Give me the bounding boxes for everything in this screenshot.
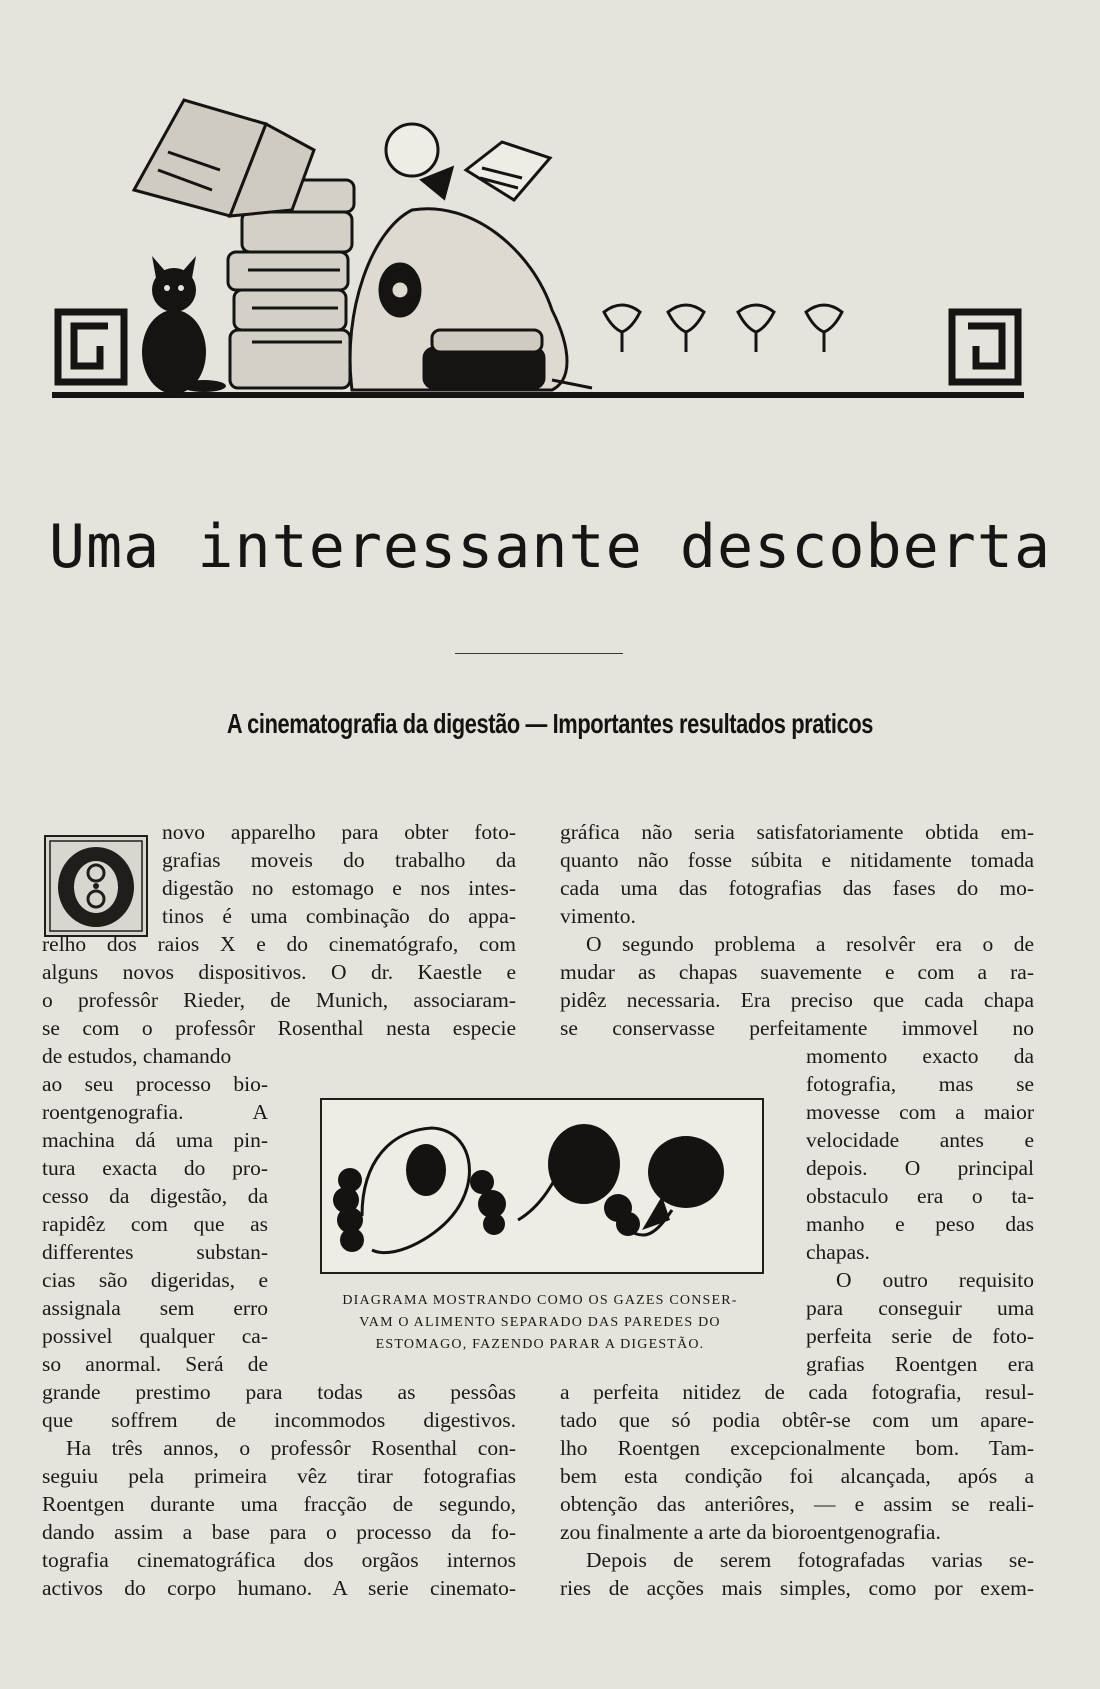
text-line: Ha três annos, o professôr Rosenthal con- (66, 1436, 516, 1460)
text-line: assignala sem erro (42, 1296, 268, 1320)
stomach-diagram (320, 1098, 764, 1274)
text-line: seguiu pela primeira vêz tirar fotografias (42, 1464, 516, 1488)
text-line: ries de acções mais simples, como por exem- (560, 1576, 1034, 1600)
text-line: novo apparelho para obter foto- (162, 820, 516, 844)
text-line: obtenção das anteriôres, — e assim se reali- (560, 1492, 1034, 1516)
text-line: activos do corpo humano. A serie cinemato- (42, 1576, 516, 1600)
text-line: perfeita serie de foto- (806, 1324, 1034, 1348)
text-line: tado que só podia obtêr-se com um apare- (560, 1408, 1034, 1432)
shell-ornament-icon (604, 305, 640, 352)
text-line: de estudos, chamando (42, 1044, 232, 1068)
article-title: Uma interessante descoberta (48, 512, 1052, 582)
text-line: lho Roentgen excepcionalmente bom. Tam- (560, 1436, 1034, 1460)
text-line: se conservasse perfeitamente immovel no (560, 1016, 1034, 1040)
pierrot-figure-icon (350, 124, 592, 390)
text-line: mudar as chapas suavemente e com a ra- (560, 960, 1034, 984)
text-line: possivel qualquer ca- (42, 1324, 268, 1348)
text-line: gráfica não seria satisfatoriamente obtida em- (560, 820, 1034, 844)
text-line: grafias Roentgen era (806, 1352, 1034, 1376)
title-divider (455, 653, 623, 654)
text-line: zou finalmente a arte da bioroentgenografia. (560, 1520, 941, 1544)
text-line: chapas. (806, 1240, 870, 1264)
text-line: differentes substan- (42, 1240, 268, 1264)
text-line: Roentgen durante uma fracção de segundo, (42, 1492, 516, 1516)
text-line: O outro requisito (836, 1268, 1034, 1292)
text-line: momento exacto da (806, 1044, 1034, 1068)
text-line: ao seu processo bio- (42, 1072, 268, 1096)
article-subtitle: A cinematografia da digestão — Importantes resultados praticos (226, 708, 874, 739)
text-line: O segundo problema a resolvêr era o de (586, 932, 1034, 956)
left-ornament-icon (58, 312, 124, 382)
text-line: obstaculo era o ta- (806, 1184, 1034, 1208)
text-line: rapidêz com que as (42, 1212, 268, 1236)
text-line: Depois de serem fotografadas varias se- (586, 1548, 1034, 1572)
text-line: grafias moveis do trabalho da (162, 848, 516, 872)
text-line: tografia cinematográfica dos orgãos internos (42, 1548, 516, 1572)
text-line: cesso da digestão, da (42, 1184, 268, 1208)
caption-line: VAM O ALIMENTO SEPARADO DAS PAREDES DO (359, 1315, 721, 1330)
text-line: dando assim a base para o processo da fo- (42, 1520, 516, 1544)
text-line: para conseguir uma (806, 1296, 1034, 1320)
text-line: velocidade antes e (806, 1128, 1034, 1152)
drop-cap-o-icon (44, 835, 148, 937)
text-line: manho e peso das (806, 1212, 1034, 1236)
shell-ornament-icon (806, 305, 842, 352)
text-line: movesse com a maior (806, 1100, 1034, 1124)
shell-ornament-icon (668, 305, 704, 352)
caption-line: ESTOMAGO, FAZENDO PARAR A DIGESTÃO. (375, 1337, 705, 1352)
text-line: tinos é uma combinação do appa- (162, 904, 516, 928)
text-line: o professôr Rieder, de Munich, associaram- (42, 988, 516, 1012)
text-line: machina dá uma pin- (42, 1128, 268, 1152)
open-book-icon (134, 100, 314, 216)
text-line: roentgenografia. A (42, 1100, 268, 1124)
text-line: cias são digeridas, e (42, 1268, 268, 1292)
cat-icon (142, 256, 226, 394)
text-line: que soffrem de incommodos digestivos. (42, 1408, 516, 1432)
text-line: a perfeita nitidez de cada fotografia, resul- (560, 1380, 1034, 1404)
text-line: bem esta condição foi alcançada, após a (560, 1464, 1034, 1488)
shell-ornament-icon (738, 305, 774, 352)
text-line: cada uma das fotografias das fases do mo- (560, 876, 1034, 900)
right-ornament-icon (952, 312, 1018, 382)
text-line: tura exacta do pro- (42, 1156, 268, 1180)
text-line: so anormal. Será de (42, 1352, 268, 1376)
text-line: relho dos raios X e do cinematógrafo, com (42, 932, 516, 956)
text-line: se com o professôr Rosenthal nesta especie (42, 1016, 516, 1040)
caption-line: DIAGRAMA MOSTRANDO COMO OS GAZES CONSER- (342, 1293, 738, 1308)
header-illustration (52, 80, 1024, 400)
text-line: pidêz necessaria. Era preciso que cada chapa (560, 988, 1034, 1012)
text-line: grande prestimo para todas as pessôas (42, 1380, 516, 1404)
text-line: vimento. (560, 904, 636, 928)
text-line: digestão no estomago e nos intes- (162, 876, 516, 900)
text-line: quanto não fosse súbita e nitidamente tomada (560, 848, 1034, 872)
text-line: depois. O principal (806, 1156, 1034, 1180)
text-line: alguns novos dispositivos. O dr. Kaestle e (42, 960, 516, 984)
text-line: fotografia, mas se (806, 1072, 1034, 1096)
